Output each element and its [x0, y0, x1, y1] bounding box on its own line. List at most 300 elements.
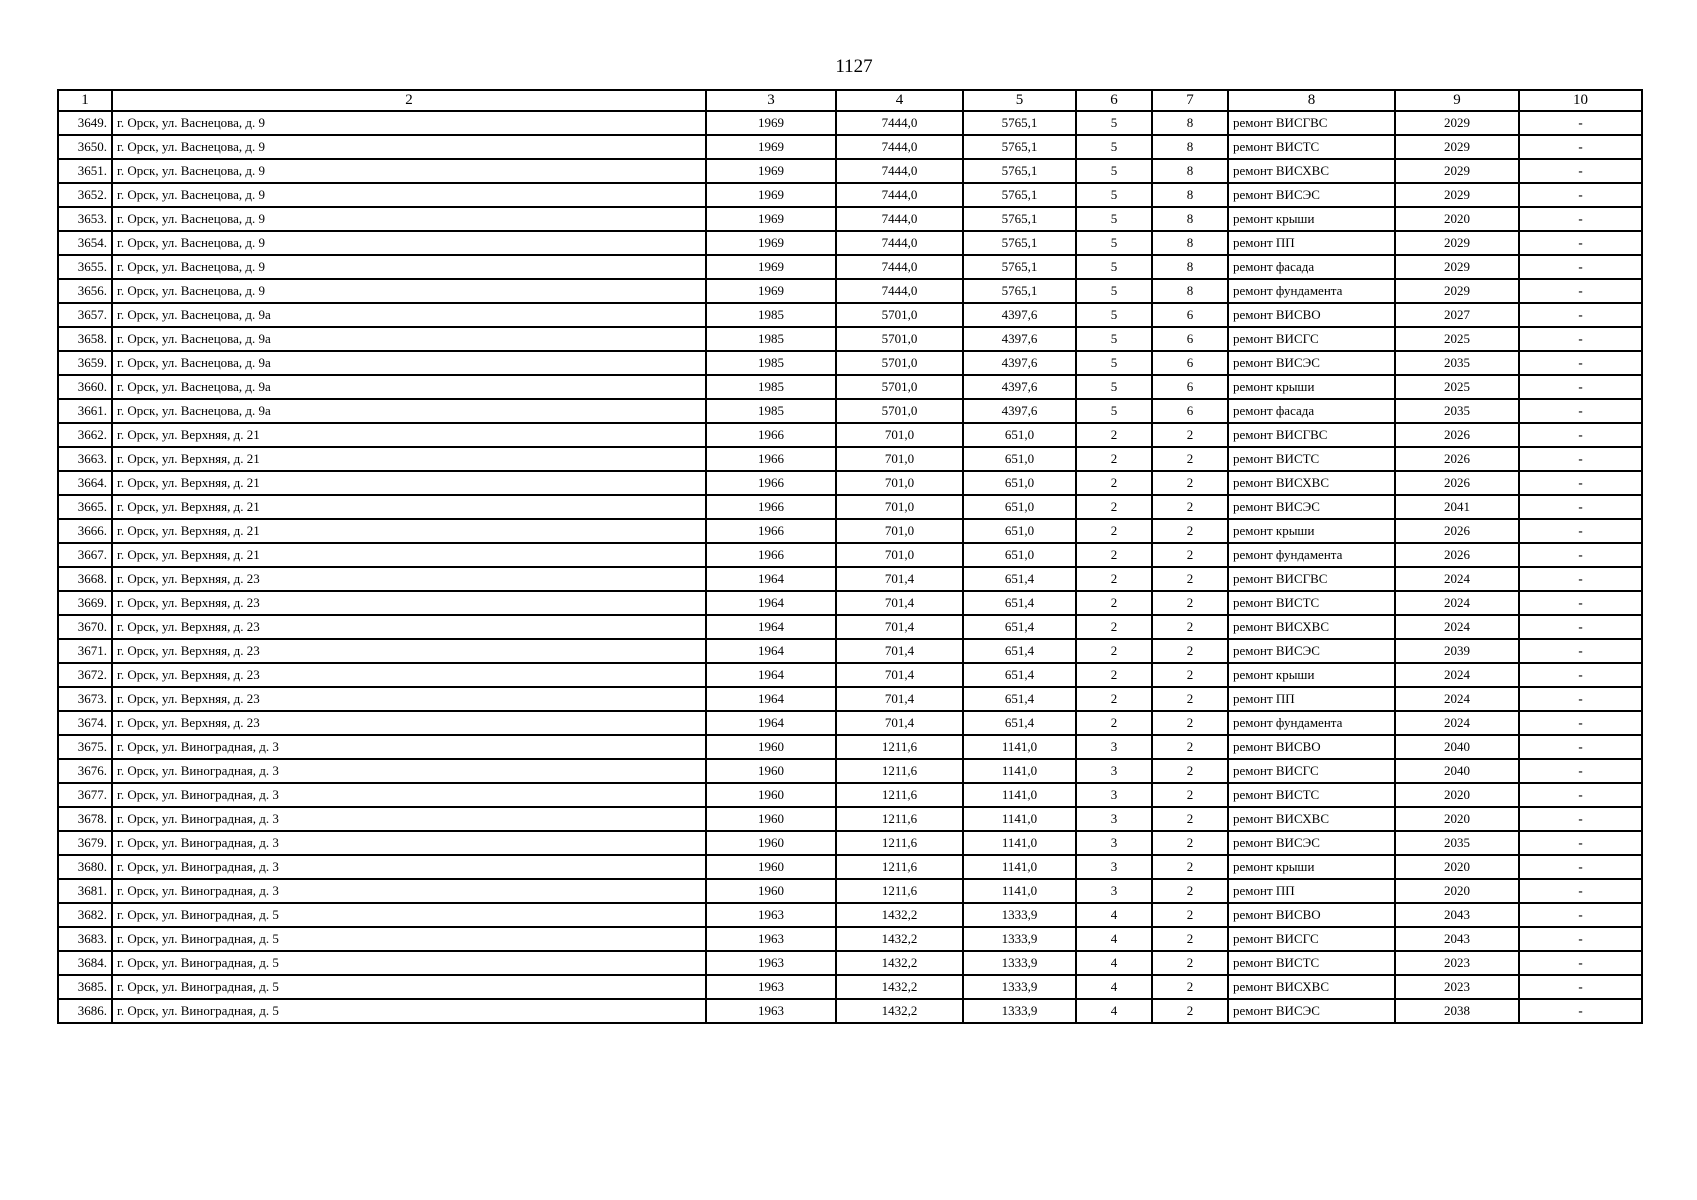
work-type-cell: ремонт фасада [1228, 399, 1395, 423]
row-number: 3675. [58, 735, 112, 759]
year-cell: 1985 [706, 375, 836, 399]
row-number: 3672. [58, 663, 112, 687]
floors-cell: 5 [1076, 183, 1152, 207]
year-cell: 1969 [706, 279, 836, 303]
total-area-cell: 5701,0 [836, 351, 963, 375]
year-cell: 1960 [706, 855, 836, 879]
floors-cell: 5 [1076, 111, 1152, 135]
entrances-cell: 2 [1152, 807, 1228, 831]
living-area-cell: 1141,0 [963, 735, 1076, 759]
address-cell: г. Орск, ул. Васнецова, д. 9а [112, 375, 706, 399]
row-number: 3660. [58, 375, 112, 399]
entrances-cell: 2 [1152, 759, 1228, 783]
floors-cell: 2 [1076, 639, 1152, 663]
address-cell: г. Орск, ул. Васнецова, д. 9 [112, 255, 706, 279]
floors-cell: 5 [1076, 327, 1152, 351]
planned-year-cell: 2029 [1395, 183, 1519, 207]
row-number: 3671. [58, 639, 112, 663]
entrances-cell: 8 [1152, 159, 1228, 183]
note-cell: - [1519, 447, 1642, 471]
entrances-cell: 6 [1152, 303, 1228, 327]
table-row [58, 447, 1642, 471]
living-area-cell: 4397,6 [963, 375, 1076, 399]
entrances-cell: 8 [1152, 255, 1228, 279]
note-cell: - [1519, 279, 1642, 303]
note-cell: - [1519, 183, 1642, 207]
planned-year-cell: 2024 [1395, 591, 1519, 615]
row-number: 3684. [58, 951, 112, 975]
note-cell: - [1519, 735, 1642, 759]
total-area-cell: 701,4 [836, 663, 963, 687]
entrances-cell: 2 [1152, 471, 1228, 495]
planned-year-cell: 2035 [1395, 399, 1519, 423]
table-row [58, 423, 1642, 447]
work-type-cell: ремонт ВИСЭС [1228, 351, 1395, 375]
row-number: 3653. [58, 207, 112, 231]
entrances-cell: 2 [1152, 663, 1228, 687]
address-cell: г. Орск, ул. Васнецова, д. 9 [112, 207, 706, 231]
row-number: 3661. [58, 399, 112, 423]
row-number: 3679. [58, 831, 112, 855]
total-area-cell: 1432,2 [836, 951, 963, 975]
entrances-cell: 8 [1152, 279, 1228, 303]
year-cell: 1969 [706, 231, 836, 255]
entrances-cell: 2 [1152, 519, 1228, 543]
total-area-cell: 5701,0 [836, 399, 963, 423]
living-area-cell: 651,0 [963, 423, 1076, 447]
entrances-cell: 2 [1152, 783, 1228, 807]
note-cell: - [1519, 471, 1642, 495]
row-number: 3657. [58, 303, 112, 327]
floors-cell: 5 [1076, 135, 1152, 159]
note-cell: - [1519, 375, 1642, 399]
row-number: 3677. [58, 783, 112, 807]
year-cell: 1969 [706, 183, 836, 207]
floors-cell: 3 [1076, 759, 1152, 783]
year-cell: 1966 [706, 543, 836, 567]
floors-cell: 3 [1076, 807, 1152, 831]
living-area-cell: 1333,9 [963, 903, 1076, 927]
planned-year-cell: 2027 [1395, 303, 1519, 327]
planned-year-cell: 2025 [1395, 327, 1519, 351]
row-number: 3668. [58, 567, 112, 591]
total-area-cell: 701,4 [836, 687, 963, 711]
entrances-cell: 2 [1152, 567, 1228, 591]
floors-cell: 2 [1076, 663, 1152, 687]
living-area-cell: 5765,1 [963, 231, 1076, 255]
work-type-cell: ремонт ВИСГС [1228, 927, 1395, 951]
total-area-cell: 7444,0 [836, 279, 963, 303]
total-area-cell: 7444,0 [836, 159, 963, 183]
column-header: 5 [963, 90, 1076, 111]
year-cell: 1960 [706, 831, 836, 855]
year-cell: 1963 [706, 975, 836, 999]
row-number: 3682. [58, 903, 112, 927]
work-type-cell: ремонт ВИСХВС [1228, 159, 1395, 183]
work-type-cell: ремонт ВИСГВС [1228, 423, 1395, 447]
year-cell: 1960 [706, 807, 836, 831]
address-cell: г. Орск, ул. Верхняя, д. 23 [112, 639, 706, 663]
work-type-cell: ремонт ВИСТС [1228, 591, 1395, 615]
note-cell: - [1519, 231, 1642, 255]
planned-year-cell: 2039 [1395, 639, 1519, 663]
work-type-cell: ремонт ВИСХВС [1228, 975, 1395, 999]
repair-schedule-table [57, 89, 1643, 1024]
note-cell: - [1519, 903, 1642, 927]
floors-cell: 5 [1076, 399, 1152, 423]
planned-year-cell: 2043 [1395, 927, 1519, 951]
floors-cell: 2 [1076, 567, 1152, 591]
page-number: 1127 [835, 56, 873, 77]
total-area-cell: 701,0 [836, 543, 963, 567]
floors-cell: 2 [1076, 495, 1152, 519]
column-header: 10 [1519, 90, 1642, 111]
table-row [58, 663, 1642, 687]
total-area-cell: 7444,0 [836, 255, 963, 279]
planned-year-cell: 2026 [1395, 471, 1519, 495]
entrances-cell: 2 [1152, 495, 1228, 519]
living-area-cell: 1333,9 [963, 975, 1076, 999]
floors-cell: 4 [1076, 975, 1152, 999]
total-area-cell: 701,0 [836, 495, 963, 519]
row-number: 3664. [58, 471, 112, 495]
work-type-cell: ремонт крыши [1228, 519, 1395, 543]
year-cell: 1964 [706, 711, 836, 735]
address-cell: г. Орск, ул. Виноградная, д. 3 [112, 879, 706, 903]
planned-year-cell: 2029 [1395, 111, 1519, 135]
living-area-cell: 1141,0 [963, 807, 1076, 831]
work-type-cell: ремонт крыши [1228, 207, 1395, 231]
row-number: 3654. [58, 231, 112, 255]
row-number: 3685. [58, 975, 112, 999]
total-area-cell: 1211,6 [836, 879, 963, 903]
floors-cell: 5 [1076, 375, 1152, 399]
address-cell: г. Орск, ул. Верхняя, д. 21 [112, 423, 706, 447]
table-header-row [58, 90, 1642, 111]
note-cell: - [1519, 591, 1642, 615]
entrances-cell: 2 [1152, 423, 1228, 447]
address-cell: г. Орск, ул. Виноградная, д. 3 [112, 807, 706, 831]
floors-cell: 5 [1076, 231, 1152, 255]
note-cell: - [1519, 639, 1642, 663]
planned-year-cell: 2026 [1395, 423, 1519, 447]
note-cell: - [1519, 135, 1642, 159]
year-cell: 1960 [706, 735, 836, 759]
table-row [58, 327, 1642, 351]
floors-cell: 4 [1076, 927, 1152, 951]
address-cell: г. Орск, ул. Верхняя, д. 23 [112, 687, 706, 711]
work-type-cell: ремонт ВИСХВС [1228, 807, 1395, 831]
table-row [58, 831, 1642, 855]
entrances-cell: 6 [1152, 399, 1228, 423]
address-cell: г. Орск, ул. Васнецова, д. 9 [112, 159, 706, 183]
note-cell: - [1519, 975, 1642, 999]
floors-cell: 4 [1076, 951, 1152, 975]
total-area-cell: 1211,6 [836, 831, 963, 855]
living-area-cell: 651,0 [963, 519, 1076, 543]
address-cell: г. Орск, ул. Верхняя, д. 21 [112, 495, 706, 519]
living-area-cell: 1141,0 [963, 879, 1076, 903]
work-type-cell: ремонт крыши [1228, 855, 1395, 879]
living-area-cell: 651,4 [963, 639, 1076, 663]
floors-cell: 5 [1076, 159, 1152, 183]
floors-cell: 2 [1076, 711, 1152, 735]
work-type-cell: ремонт ВИСГВС [1228, 111, 1395, 135]
year-cell: 1985 [706, 351, 836, 375]
row-number: 3649. [58, 111, 112, 135]
work-type-cell: ремонт ВИСТС [1228, 447, 1395, 471]
note-cell: - [1519, 519, 1642, 543]
floors-cell: 4 [1076, 999, 1152, 1023]
living-area-cell: 5765,1 [963, 135, 1076, 159]
year-cell: 1985 [706, 327, 836, 351]
planned-year-cell: 2026 [1395, 447, 1519, 471]
total-area-cell: 7444,0 [836, 135, 963, 159]
living-area-cell: 4397,6 [963, 327, 1076, 351]
work-type-cell: ремонт фасада [1228, 255, 1395, 279]
planned-year-cell: 2025 [1395, 375, 1519, 399]
total-area-cell: 1211,6 [836, 735, 963, 759]
table-row [58, 975, 1642, 999]
work-type-cell: ремонт ВИСЭС [1228, 999, 1395, 1023]
planned-year-cell: 2020 [1395, 207, 1519, 231]
address-cell: г. Орск, ул. Виноградная, д. 3 [112, 855, 706, 879]
work-type-cell: ремонт ВИСЭС [1228, 831, 1395, 855]
column-header: 2 [112, 90, 706, 111]
planned-year-cell: 2020 [1395, 783, 1519, 807]
living-area-cell: 651,4 [963, 711, 1076, 735]
year-cell: 1985 [706, 399, 836, 423]
floors-cell: 2 [1076, 423, 1152, 447]
address-cell: г. Орск, ул. Виноградная, д. 3 [112, 759, 706, 783]
address-cell: г. Орск, ул. Васнецова, д. 9 [112, 183, 706, 207]
entrances-cell: 2 [1152, 927, 1228, 951]
living-area-cell: 1333,9 [963, 951, 1076, 975]
work-type-cell: ремонт фундамента [1228, 279, 1395, 303]
planned-year-cell: 2020 [1395, 879, 1519, 903]
address-cell: г. Орск, ул. Васнецова, д. 9а [112, 399, 706, 423]
total-area-cell: 1211,6 [836, 759, 963, 783]
entrances-cell: 2 [1152, 711, 1228, 735]
planned-year-cell: 2023 [1395, 975, 1519, 999]
table-row [58, 783, 1642, 807]
table-row [58, 495, 1642, 519]
floors-cell: 2 [1076, 615, 1152, 639]
address-cell: г. Орск, ул. Виноградная, д. 5 [112, 999, 706, 1023]
floors-cell: 5 [1076, 279, 1152, 303]
living-area-cell: 4397,6 [963, 351, 1076, 375]
entrances-cell: 2 [1152, 831, 1228, 855]
floors-cell: 2 [1076, 687, 1152, 711]
note-cell: - [1519, 831, 1642, 855]
address-cell: г. Орск, ул. Верхняя, д. 21 [112, 447, 706, 471]
note-cell: - [1519, 543, 1642, 567]
note-cell: - [1519, 999, 1642, 1023]
note-cell: - [1519, 663, 1642, 687]
living-area-cell: 4397,6 [963, 303, 1076, 327]
total-area-cell: 701,4 [836, 711, 963, 735]
total-area-cell: 701,0 [836, 447, 963, 471]
note-cell: - [1519, 255, 1642, 279]
total-area-cell: 701,0 [836, 471, 963, 495]
year-cell: 1966 [706, 447, 836, 471]
living-area-cell: 1141,0 [963, 759, 1076, 783]
living-area-cell: 651,4 [963, 615, 1076, 639]
address-cell: г. Орск, ул. Васнецова, д. 9а [112, 303, 706, 327]
table-row [58, 927, 1642, 951]
work-type-cell: ремонт крыши [1228, 663, 1395, 687]
table-row [58, 855, 1642, 879]
row-number: 3662. [58, 423, 112, 447]
year-cell: 1963 [706, 999, 836, 1023]
total-area-cell: 1432,2 [836, 975, 963, 999]
planned-year-cell: 2029 [1395, 135, 1519, 159]
total-area-cell: 1432,2 [836, 903, 963, 927]
column-header: 4 [836, 90, 963, 111]
row-number: 3659. [58, 351, 112, 375]
address-cell: г. Орск, ул. Верхняя, д. 23 [112, 663, 706, 687]
note-cell: - [1519, 159, 1642, 183]
living-area-cell: 1333,9 [963, 927, 1076, 951]
planned-year-cell: 2024 [1395, 615, 1519, 639]
planned-year-cell: 2029 [1395, 159, 1519, 183]
entrances-cell: 6 [1152, 327, 1228, 351]
note-cell: - [1519, 711, 1642, 735]
total-area-cell: 7444,0 [836, 183, 963, 207]
entrances-cell: 8 [1152, 135, 1228, 159]
living-area-cell: 651,0 [963, 495, 1076, 519]
note-cell: - [1519, 303, 1642, 327]
living-area-cell: 1333,9 [963, 999, 1076, 1023]
row-number: 3683. [58, 927, 112, 951]
table-row [58, 279, 1642, 303]
note-cell: - [1519, 351, 1642, 375]
entrances-cell: 2 [1152, 999, 1228, 1023]
work-type-cell: ремонт ВИСВО [1228, 303, 1395, 327]
work-type-cell: ремонт ВИСХВС [1228, 615, 1395, 639]
year-cell: 1985 [706, 303, 836, 327]
floors-cell: 5 [1076, 351, 1152, 375]
living-area-cell: 651,4 [963, 567, 1076, 591]
entrances-cell: 2 [1152, 903, 1228, 927]
table-row [58, 399, 1642, 423]
living-area-cell: 5765,1 [963, 279, 1076, 303]
floors-cell: 5 [1076, 207, 1152, 231]
total-area-cell: 1211,6 [836, 807, 963, 831]
planned-year-cell: 2026 [1395, 543, 1519, 567]
row-number: 3651. [58, 159, 112, 183]
year-cell: 1969 [706, 255, 836, 279]
entrances-cell: 2 [1152, 687, 1228, 711]
column-header: 3 [706, 90, 836, 111]
floors-cell: 4 [1076, 903, 1152, 927]
year-cell: 1964 [706, 663, 836, 687]
floors-cell: 5 [1076, 255, 1152, 279]
table-row [58, 807, 1642, 831]
row-number: 3670. [58, 615, 112, 639]
work-type-cell: ремонт ВИСВО [1228, 735, 1395, 759]
note-cell: - [1519, 927, 1642, 951]
column-header: 7 [1152, 90, 1228, 111]
note-cell: - [1519, 879, 1642, 903]
row-number: 3674. [58, 711, 112, 735]
table-row [58, 567, 1642, 591]
total-area-cell: 7444,0 [836, 231, 963, 255]
planned-year-cell: 2024 [1395, 687, 1519, 711]
entrances-cell: 2 [1152, 879, 1228, 903]
entrances-cell: 6 [1152, 375, 1228, 399]
total-area-cell: 701,0 [836, 519, 963, 543]
floors-cell: 2 [1076, 471, 1152, 495]
total-area-cell: 7444,0 [836, 111, 963, 135]
table-row [58, 543, 1642, 567]
total-area-cell: 1211,6 [836, 855, 963, 879]
address-cell: г. Орск, ул. Верхняя, д. 21 [112, 471, 706, 495]
planned-year-cell: 2029 [1395, 279, 1519, 303]
table-row [58, 519, 1642, 543]
row-number: 3676. [58, 759, 112, 783]
total-area-cell: 701,4 [836, 639, 963, 663]
planned-year-cell: 2038 [1395, 999, 1519, 1023]
row-number: 3673. [58, 687, 112, 711]
year-cell: 1969 [706, 159, 836, 183]
planned-year-cell: 2024 [1395, 711, 1519, 735]
table-body [58, 111, 1642, 1023]
address-cell: г. Орск, ул. Виноградная, д. 3 [112, 783, 706, 807]
column-header: 8 [1228, 90, 1395, 111]
address-cell: г. Орск, ул. Васнецова, д. 9а [112, 351, 706, 375]
table-row [58, 639, 1642, 663]
living-area-cell: 651,0 [963, 447, 1076, 471]
floors-cell: 3 [1076, 879, 1152, 903]
row-number: 3655. [58, 255, 112, 279]
entrances-cell: 2 [1152, 735, 1228, 759]
planned-year-cell: 2035 [1395, 831, 1519, 855]
total-area-cell: 701,4 [836, 567, 963, 591]
planned-year-cell: 2029 [1395, 255, 1519, 279]
floors-cell: 5 [1076, 303, 1152, 327]
address-cell: г. Орск, ул. Виноградная, д. 5 [112, 975, 706, 999]
address-cell: г. Орск, ул. Верхняя, д. 23 [112, 567, 706, 591]
row-number: 3681. [58, 879, 112, 903]
planned-year-cell: 2024 [1395, 663, 1519, 687]
living-area-cell: 5765,1 [963, 207, 1076, 231]
row-number: 3678. [58, 807, 112, 831]
entrances-cell: 8 [1152, 231, 1228, 255]
row-number: 3665. [58, 495, 112, 519]
planned-year-cell: 2023 [1395, 951, 1519, 975]
note-cell: - [1519, 807, 1642, 831]
planned-year-cell: 2029 [1395, 231, 1519, 255]
living-area-cell: 651,4 [963, 591, 1076, 615]
year-cell: 1963 [706, 903, 836, 927]
table-row [58, 135, 1642, 159]
year-cell: 1964 [706, 591, 836, 615]
entrances-cell: 8 [1152, 207, 1228, 231]
work-type-cell: ремонт ВИСЭС [1228, 495, 1395, 519]
total-area-cell: 5701,0 [836, 303, 963, 327]
note-cell: - [1519, 567, 1642, 591]
total-area-cell: 701,0 [836, 423, 963, 447]
entrances-cell: 2 [1152, 639, 1228, 663]
living-area-cell: 651,4 [963, 663, 1076, 687]
work-type-cell: ремонт ВИСХВС [1228, 471, 1395, 495]
floors-cell: 3 [1076, 783, 1152, 807]
total-area-cell: 1432,2 [836, 999, 963, 1023]
work-type-cell: ремонт ВИСГС [1228, 759, 1395, 783]
table-row [58, 255, 1642, 279]
year-cell: 1960 [706, 759, 836, 783]
